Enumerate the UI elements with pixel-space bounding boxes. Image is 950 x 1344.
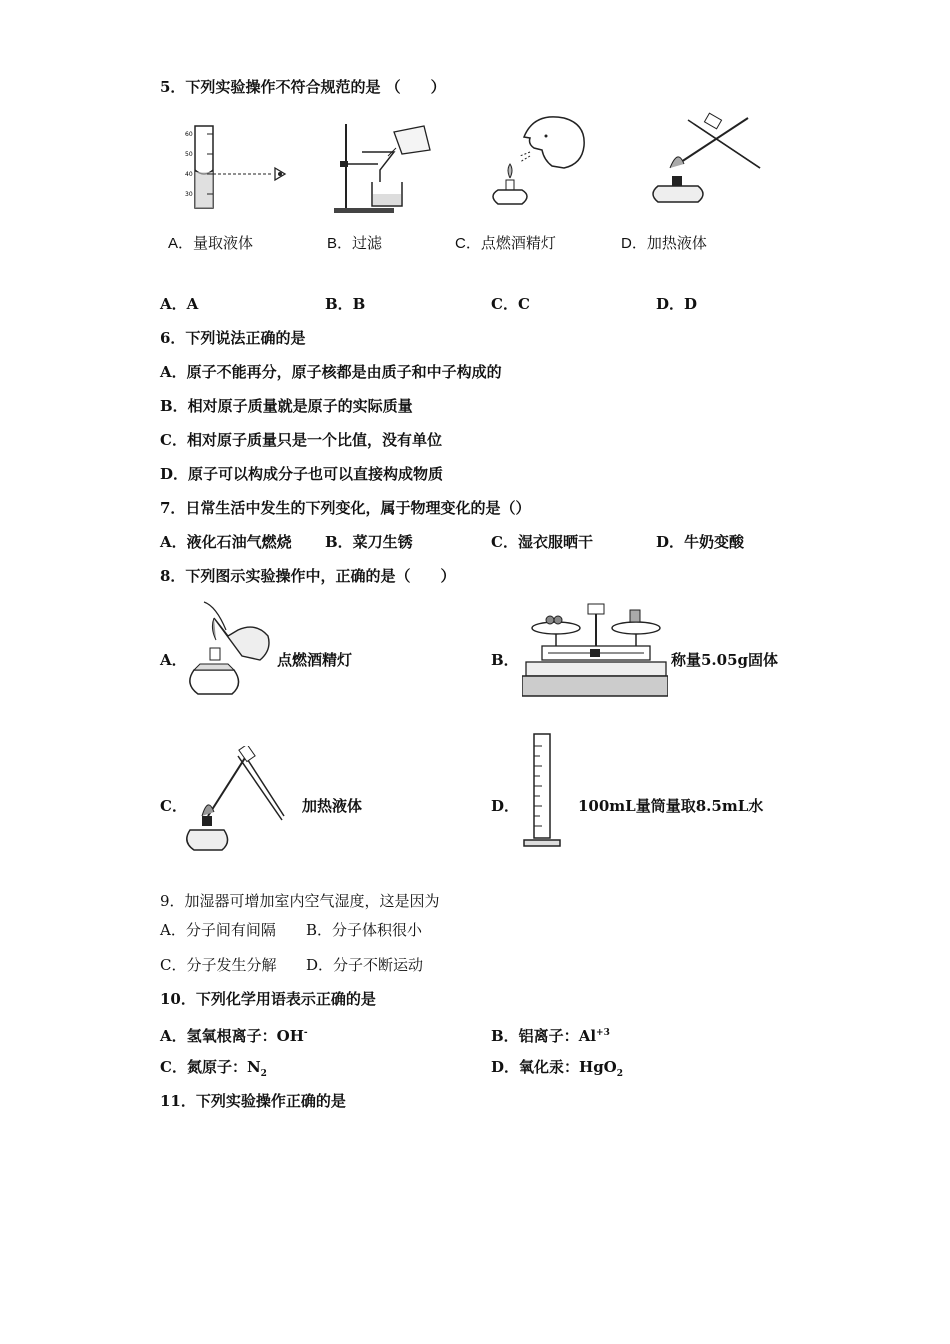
q5-figure-d-heating-liquid <box>648 108 768 208</box>
q9-option-b: B．分子体积很小 <box>306 921 423 939</box>
q5-caption-c: C．点燃酒精灯 <box>455 235 556 252</box>
q7-option-a: A．液化石油气燃烧 <box>160 533 292 551</box>
q5-stem: 5．下列实验操作不符合规范的是 （ ） <box>160 78 446 96</box>
q5-option-d: D．D <box>656 295 698 313</box>
q10-option-d <box>491 1057 623 1084</box>
q8-label-a: A． <box>160 651 187 669</box>
q10-option-a-charge: - <box>303 1028 308 1038</box>
q10-option-a <box>160 1023 308 1046</box>
q10-option-a-label: A．氢氧根离子： <box>160 1027 277 1045</box>
q6-stem: 6．下列说法正确的是 <box>160 329 306 347</box>
q10-option-a-formula: OH <box>276 1027 304 1045</box>
q5-option-a: A．A <box>160 295 199 313</box>
q5-figure-c-lamp-blowing <box>484 112 604 212</box>
q10-stem: 10．下列化学用语表示正确的是 <box>160 990 376 1008</box>
q5-caption-d: D．加热液体 <box>621 235 707 252</box>
q5-option-b: B．B <box>325 295 366 313</box>
q7-stem: 7．日常生活中发生的下列变化，属于物理变化的是（） <box>160 499 531 517</box>
q6-option-b: B．相对原子质量就是原子的实际质量 <box>160 397 413 415</box>
q10-option-d-subscript: 2 <box>616 1069 624 1079</box>
q10-option-c-formula: N <box>246 1058 261 1076</box>
q8-figure-d-graduated-cylinder <box>520 732 564 850</box>
q5-figure-b-filtration <box>332 122 442 217</box>
q6-option-c: C．相对原子质量只是一个比值，没有单位 <box>160 431 442 449</box>
q8-text-a: 点燃酒精灯 <box>277 651 353 669</box>
q5-option-c: C．C <box>491 295 530 313</box>
q10-option-c-label: C．氮原子： <box>160 1058 247 1076</box>
q10-option-b <box>491 1023 610 1046</box>
q10-option-d-formula: HgO <box>579 1058 617 1076</box>
q7-option-c: C．湿衣服晒干 <box>491 533 593 551</box>
q8-figure-a-lamp-to-lamp <box>186 600 276 700</box>
q10-option-b-label: B．铝离子： <box>491 1027 579 1045</box>
tick-40: 40 <box>185 171 193 178</box>
q9-stem: 9．加湿器可增加室内空气湿度，这是因为 <box>160 892 440 910</box>
tick-30: 30 <box>185 191 193 198</box>
q5-caption-b: B．过滤 <box>327 235 383 252</box>
q8-label-b: B． <box>491 651 519 669</box>
q5-figure-a-cylinder-reading <box>183 122 293 212</box>
q8-figure-c-heating-liquid <box>186 746 286 854</box>
q10-option-b-formula: Al <box>578 1027 597 1045</box>
q8-text-b: 称量5.05g固体 <box>671 651 779 669</box>
q8-text-d: 100mL量筒量取8.5mL水 <box>578 797 764 815</box>
q10-option-b-charge: +3 <box>596 1028 610 1038</box>
q10-option-d-label: D．氧化汞： <box>491 1058 580 1076</box>
tick-60: 60 <box>185 131 193 138</box>
q9-option-a: A．分子间有间隔 <box>160 921 276 939</box>
q8-label-c: C． <box>160 797 187 815</box>
q6-option-a: A．原子不能再分，原子核都是由质子和中子构成的 <box>160 363 502 381</box>
q8-label-d: D． <box>491 797 520 815</box>
q9-option-c: C．分子发生分解 <box>160 956 277 974</box>
q7-option-b: B．菜刀生锈 <box>325 533 413 551</box>
q8-stem: 8．下列图示实验操作中，正确的是（ ） <box>160 567 456 585</box>
q5-caption-a: A．量取液体 <box>168 235 254 252</box>
q8-text-c: 加热液体 <box>302 797 363 815</box>
q10-option-c <box>160 1057 267 1084</box>
q9-option-d: D．分子不断运动 <box>306 956 424 974</box>
q8-figure-b-balance <box>522 602 668 698</box>
tick-50: 50 <box>185 151 193 158</box>
q7-option-d: D．牛奶变酸 <box>656 533 745 551</box>
q11-stem: 11．下列实验操作正确的是 <box>160 1092 346 1110</box>
q6-option-d: D．原子可以构成分子也可以直接构成物质 <box>160 465 444 483</box>
q10-option-c-subscript: 2 <box>260 1069 267 1079</box>
